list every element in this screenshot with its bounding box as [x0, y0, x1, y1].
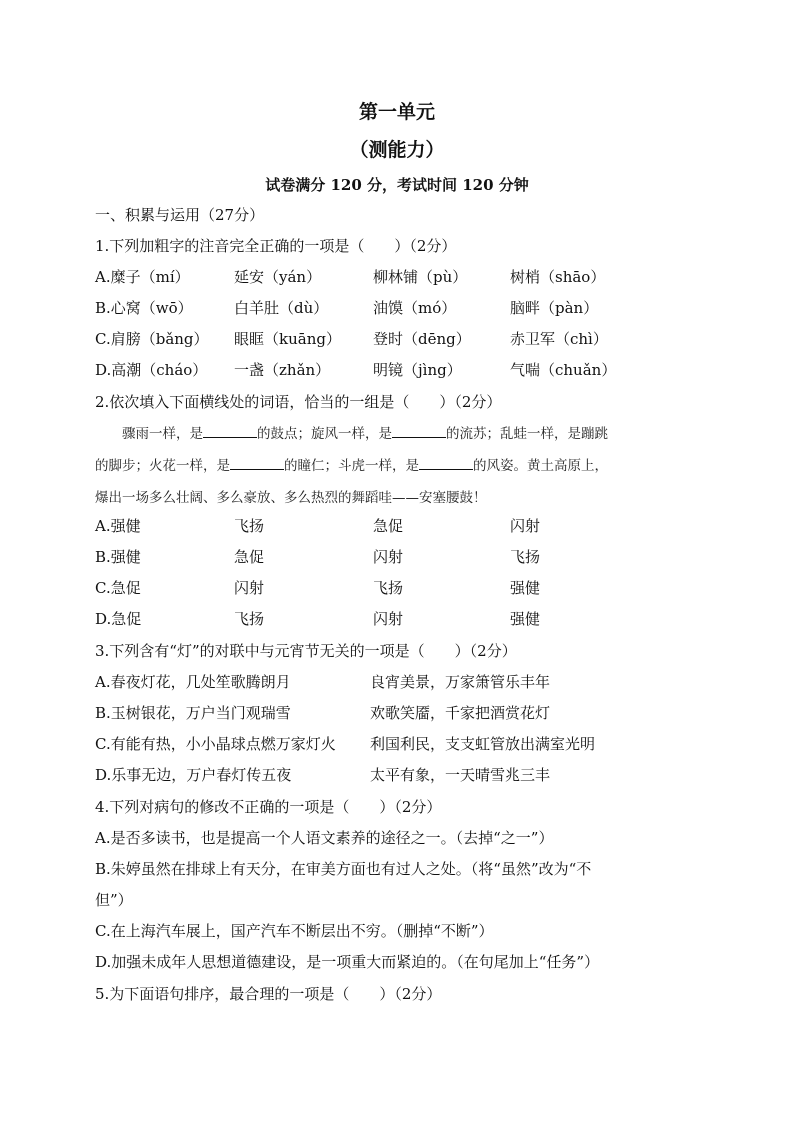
question-4-option-c[interactable]: C.在上海汽车展上，国产汽车不断层出不穷。（删掉“不断”） — [95, 922, 494, 940]
question-2-option-a[interactable] — [95, 516, 715, 536]
question-2-option-c[interactable] — [95, 578, 715, 598]
couplet-first: C.有能有热，小小晶球点燃万家灯火 — [95, 735, 336, 753]
option-cell: D.高潮（cháo） — [95, 361, 208, 379]
fill-blank[interactable] — [203, 423, 257, 438]
option-cell: 闪射 — [373, 548, 404, 566]
option-cell: 登时（dēng） — [373, 330, 471, 348]
option-cell: 气喘（chuǎn） — [510, 361, 617, 379]
option-cell: 飞扬 — [234, 610, 265, 628]
question-4-stem: 4.下列对病句的修改不正确的一项是（ ）（2分） — [95, 798, 442, 816]
option-cell: 飞扬 — [510, 548, 541, 566]
section-heading: 一、积累与运用（27分） — [95, 206, 265, 224]
option-cell: 柳林铺（pù） — [373, 268, 468, 286]
option-cell: 明镜（jìng） — [373, 361, 462, 379]
unit-title: 第一单元 — [358, 101, 435, 123]
couplet-second: 良宵美景，万家箫管乐丰年 — [370, 673, 551, 691]
couplet-second: 太平有象，一天晴雪兆三丰 — [370, 766, 551, 784]
question-2-stem: 2.依次填入下面横线处的词语，恰当的一组是（ ）（2分） — [95, 393, 502, 411]
couplet-first: B.玉树银花，万户当门观瑞雪 — [95, 704, 291, 722]
option-cell: 急促 — [234, 548, 265, 566]
option-cell: 强健 — [510, 610, 541, 628]
option-cell: B.心窝（wō） — [95, 299, 193, 317]
question-3-option-b[interactable] — [95, 703, 715, 723]
question-3-option-a[interactable] — [95, 672, 715, 692]
couplet-first: D.乐事无边，万户春灯传五夜 — [95, 766, 292, 784]
option-cell: 飞扬 — [234, 517, 265, 535]
option-cell: 白羊肚（dù） — [234, 299, 329, 317]
option-cell: 急促 — [373, 517, 404, 535]
option-cell: 赤卫军（chì） — [510, 330, 608, 348]
option-cell: A.糜子（mí） — [95, 268, 190, 286]
passage-line: 爆出一场多么壮阔、多么豪放、多么热烈的舞蹈哇——安塞腰鼓！ — [95, 490, 487, 506]
question-1-option-c[interactable] — [95, 329, 715, 349]
option-cell: 一盏（zhǎn） — [234, 361, 331, 379]
question-2-option-d[interactable] — [95, 609, 715, 629]
question-4-option-b[interactable]: B.朱婷虽然在排球上有天分，在审美方面也有过人之处。（将“虽然”改为“不 — [95, 860, 592, 878]
question-4-option-b-cont: 但”） — [95, 891, 133, 909]
option-cell: C.肩膀（bǎng） — [95, 330, 209, 348]
fill-blank[interactable] — [230, 455, 284, 470]
exam-info: 试卷满分 120 分，考试时间 120 分钟 — [265, 176, 529, 194]
option-cell: 闪射 — [234, 579, 265, 597]
couplet-first: A.春夜灯花，几处笙歌腾朗月 — [95, 673, 291, 691]
option-cell: 油馍（mó） — [373, 299, 457, 317]
question-1-option-a[interactable] — [95, 267, 715, 287]
option-cell: B.强健 — [95, 548, 141, 566]
fill-blank[interactable] — [392, 423, 446, 438]
option-cell: 闪射 — [373, 610, 404, 628]
passage-line: 的脚步；火花一样，是 的瞳仁；斗虎一样，是 的风姿。黄土高原上， — [95, 450, 703, 482]
option-cell: 眼眶（kuāng） — [234, 330, 341, 348]
question-1-stem: 1.下列加粗字的注音完全正确的一项是（ ）（2分） — [95, 237, 457, 255]
couplet-second: 利国利民，支支虹管放出满室光明 — [370, 735, 596, 753]
question-1-option-b[interactable] — [95, 298, 715, 318]
question-1-option-d[interactable] — [95, 360, 715, 380]
option-cell: 延安（yán） — [234, 268, 322, 286]
option-cell: 飞扬 — [373, 579, 404, 597]
question-3-option-c[interactable] — [95, 734, 715, 754]
option-cell: 强健 — [510, 579, 541, 597]
question-2-passage — [95, 418, 703, 514]
option-cell: C.急促 — [95, 579, 141, 597]
option-cell: 树梢（shāo） — [510, 268, 606, 286]
option-cell: 闪射 — [510, 517, 541, 535]
unit-subtitle: （测能力） — [349, 139, 445, 161]
couplet-second: 欢歌笑靥，千家把酒赏花灯 — [370, 704, 551, 722]
passage-line: 骤雨一样，是 的鼓点；旋风一样，是 的流苏；乱蛙一样，是蹦跳 — [95, 418, 703, 450]
question-2-option-b[interactable] — [95, 547, 715, 567]
question-3-stem: 3.下列含有“灯”的对联中与元宵节无关的一项是（ ）（2分） — [95, 642, 517, 660]
option-cell: A.强健 — [95, 517, 141, 535]
option-cell: D.急促 — [95, 610, 142, 628]
option-cell: 脑畔（pàn） — [510, 299, 599, 317]
question-4-option-d[interactable]: D.加强未成年人思想道德建设，是一项重大而紧迫的。（在句尾加上“任务”） — [95, 953, 600, 971]
question-5-stem: 5.为下面语句排序，最合理的一项是（ ）（2分） — [95, 985, 442, 1003]
question-4-option-a[interactable]: A.是否多读书，也是提高一个人语文素养的途径之一。（去掉“之一”） — [95, 829, 554, 847]
fill-blank[interactable] — [419, 455, 473, 470]
question-3-option-d[interactable] — [95, 765, 715, 785]
